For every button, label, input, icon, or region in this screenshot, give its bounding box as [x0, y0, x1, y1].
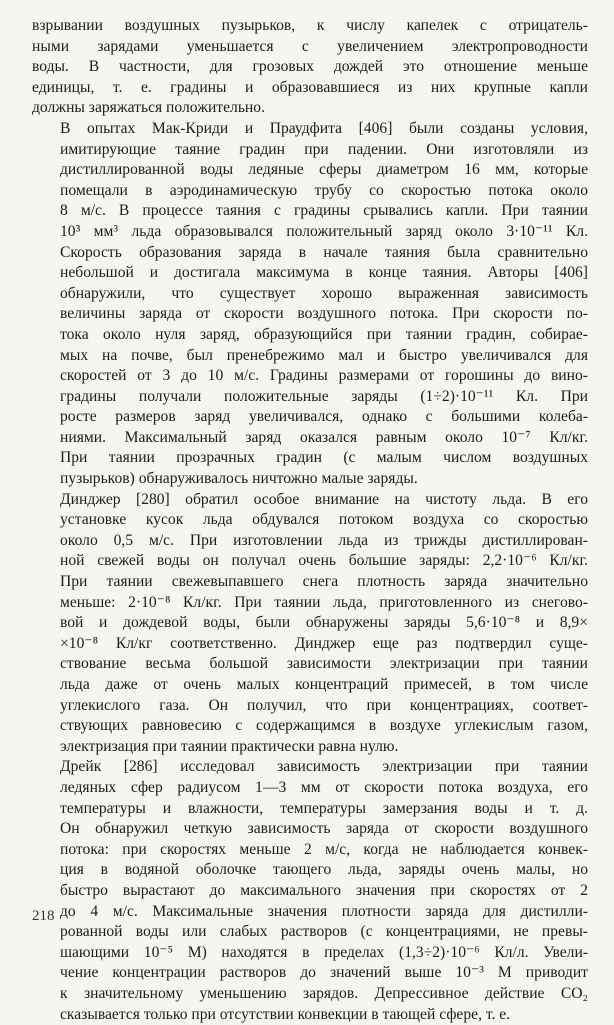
- text-line: дистиллированной воды ледяные сферы диаметром 16 мм, которые: [32, 160, 588, 181]
- text-line: быстро вырастают до максимального значения при скоростях от 2: [32, 881, 588, 902]
- text-line: ниями. Максимальный заряд оказался равным около 10⁻⁷ Кл/кг.: [32, 428, 588, 449]
- text-line: единицы, т. е. градины и образовавшиеся из них крупные капли: [32, 78, 588, 99]
- text-line: ция в водяной оболочке тающего льда, заряды очень малы, но: [32, 860, 588, 881]
- paragraph: [32, 119, 588, 490]
- paragraph: [32, 16, 588, 119]
- text-line: взрывании воздушных пузырьков, к числу капелек с отрицатель-: [32, 16, 588, 37]
- text-line: ными зарядами уменьшается с увеличением электропроводности: [32, 37, 588, 58]
- text-line: небольшой и достигала максимума в конце таяния. Авторы [406]: [32, 263, 588, 284]
- text-line: имитирующие таяние градин при падении. Они изготовляли из: [32, 140, 588, 161]
- text-line: В опытах Мак-Криди и Праудфита [406] были созданы условия,: [32, 119, 588, 140]
- text-line: около 0,5 м/с. При изготовлении льда из трижды дистиллирован-: [32, 531, 588, 552]
- text-line: 8 м/с. В процессе таяния с градины срывались капли. При таянии: [32, 201, 588, 222]
- text-line: ствование весьма большой зависимости электризации при таянии: [32, 654, 588, 675]
- text-line: рованной воды или слабых растворов (с концентрациями, не превы-: [32, 922, 588, 943]
- text-line: тока около нуля заряд, образующийся при таянии градин, собирае-: [32, 325, 588, 346]
- text-line: воды. В частности, для грозовых дождей это отношение меньше: [32, 57, 588, 78]
- text-line: Скорость образования заряда в начале таяния была сравнительно: [32, 243, 588, 264]
- text-line: При таянии свежевыпавшего снега плотность заряда значительно: [32, 572, 588, 593]
- text-line: мых на почве, был пренебрежимо мал и быстро увеличивался для: [32, 346, 588, 367]
- text-line: помещали в аэродинамическую трубу со скоростью потока около: [32, 181, 588, 202]
- paragraph: [32, 757, 588, 1025]
- text-line: величины заряда от скорости воздушного потока. При скорости по-: [32, 304, 588, 325]
- text-line: 10³ мм³ льда образовывался положительный заряд около 3·10⁻¹¹ Кл.: [32, 222, 588, 243]
- text-line: углекислого газа. Он получил, что при концентрациях, соответ-: [32, 696, 588, 717]
- text-line: меньше: 2·10⁻⁸ Кл/кг. При таянии льда, приготовленного из снегово-: [32, 593, 588, 614]
- page-number: 218: [32, 908, 55, 925]
- text-line: льда даже от очень малых концентраций примесей, в том числе: [32, 675, 588, 696]
- text-line: шающими 10⁻⁵ М) находятся в пределах (1,3÷2)·10⁻⁶ Кл/л. Увели-: [32, 943, 588, 964]
- text-line: скоростей от 3 до 10 м/с. Градины размерами от горошины до вино-: [32, 366, 588, 387]
- text-line: вой и дождевой воды, были обнаружены заряды 5,6·10⁻⁸ и 8,9×: [32, 613, 588, 634]
- text-line: Он обнаружил четкую зависимость заряда от скорости воздушного: [32, 819, 588, 840]
- text-line: Динджер [280] обратил особое внимание на чистоту льда. В его: [32, 490, 588, 511]
- text-line: росте размеров заряд увеличивался, однако с большими колеба-: [32, 407, 588, 428]
- text-line: к значительному уменьшению зарядов. Депрессивное действие CO₂: [32, 984, 588, 1005]
- text-line: должны заряжаться положительно.: [32, 98, 588, 119]
- text-line: электризация при таянии практически равна нулю.: [32, 737, 588, 758]
- text-line: сказывается только при отсутствии конвекции в тающей сфере, т. е.: [32, 1005, 588, 1025]
- text-line: ×10⁻⁸ Кл/кг соответственно. Динджер еще раз подтвердил суще-: [32, 634, 588, 655]
- text-line: до 4 м/с. Максимальные значения плотности заряда для дистилли-: [32, 902, 588, 923]
- text-line: обнаружили, что существует хорошо выраженная зависимость: [32, 284, 588, 305]
- text-line: потока: при скоростях меньше 2 м/с, когда не наблюдается конвек-: [32, 840, 588, 861]
- paragraph: [32, 490, 588, 758]
- text-line: температуры и влажности, температуры замерзания воды и т. д.: [32, 799, 588, 820]
- text-line: ствующих равновесию с содержащимся в воздухе углекислым газом,: [32, 716, 588, 737]
- text-line: При таянии прозрачных градин (с малым числом воздушных: [32, 448, 588, 469]
- text-line: ледяных сфер радиусом 1—3 мм от скорости потока воздуха, его: [32, 778, 588, 799]
- text-line: пузырьков) обнаруживалось ничтожно малые заряды.: [32, 469, 588, 490]
- text-line: градины получали положительные заряды (1÷2)·10⁻¹¹ Кл. При: [32, 387, 588, 408]
- text-line: установке кусок льда обдувался потоком воздуха со скоростью: [32, 510, 588, 531]
- text-line: Дрейк [286] исследовал зависимость электризации при таянии: [32, 757, 588, 778]
- text-line: чение концентрации растворов до значений выше 10⁻³ М приводит: [32, 963, 588, 984]
- text-line: ной свежей воды он получал очень большие заряды: 2,2·10⁻⁶ Кл/кг.: [32, 551, 588, 572]
- page-text: [32, 16, 588, 1025]
